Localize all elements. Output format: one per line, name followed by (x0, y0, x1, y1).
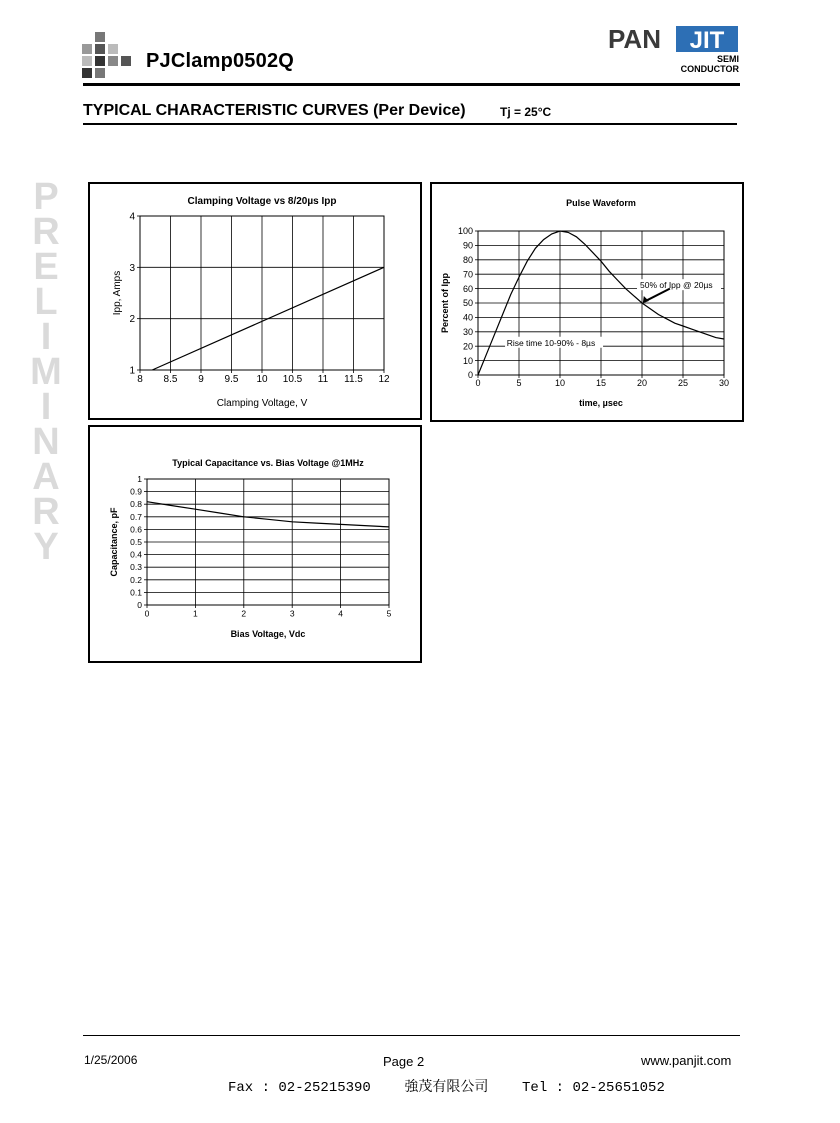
y-tick-label: 0 (467, 370, 473, 381)
x-tick-label: 10 (256, 374, 268, 385)
y-tick-label: 3 (129, 262, 135, 274)
x-tick-label: 4 (338, 608, 343, 619)
watermark-letter: N (32, 421, 60, 463)
y-tick-label: 4 (129, 211, 135, 223)
pulse-waveform-plot (432, 184, 742, 420)
x-tick-label: 10.5 (282, 374, 303, 385)
y-tick-label: 100 (457, 226, 473, 237)
watermark-letter: I (40, 316, 52, 358)
brand-jit-text: JIT (689, 27, 725, 54)
y-tick-label: 50 (462, 298, 473, 309)
chart-title: Clamping Voltage vs 8/20µs Ipp (187, 196, 337, 207)
y-tick-label: 0.6 (130, 524, 142, 535)
x-tick-label: 20 (636, 378, 648, 388)
x-tick-label: 8 (137, 374, 143, 385)
x-tick-label: 8.5 (163, 374, 178, 385)
y-tick-label: 0.4 (130, 549, 142, 560)
x-tick-label: 3 (289, 608, 295, 619)
chart-title: Typical Capacitance vs. Bias Voltage @1MHz (172, 458, 364, 468)
footer-contact: Fax : 02-25215390 強茂有限公司 Tel : 02-25651052 (228, 1080, 665, 1096)
y-axis-label: Ipp, Amps (112, 270, 123, 316)
y-tick-label: 1 (129, 365, 135, 377)
capacitance-chart (88, 425, 422, 663)
chart-title: Pulse Waveform (566, 198, 636, 208)
y-tick-label: 2 (129, 314, 135, 326)
y-axis-label: Percent of Ipp (440, 272, 450, 334)
y-tick-label: 40 (462, 312, 473, 323)
y-tick-label: 30 (462, 326, 473, 337)
y-tick-label: 0.5 (130, 536, 142, 547)
y-tick-label: 0.8 (130, 499, 142, 510)
footer-date: 1/25/2006 (84, 1053, 138, 1067)
x-axis-label: Clamping Voltage, V (216, 398, 308, 409)
x-tick-label: 1 (193, 608, 198, 619)
x-tick-label: 15 (595, 378, 607, 388)
y-tick-label: 10 (462, 355, 473, 366)
annotation-50-percent: 50% of Ipp @ 20µs (640, 280, 713, 291)
series-line (147, 502, 389, 527)
x-tick-label: 0 (475, 378, 481, 388)
x-tick-label: 2 (241, 608, 247, 619)
x-axis-label: time, µsec (579, 398, 623, 408)
x-axis-label: Bias Voltage, Vdc (230, 629, 306, 639)
y-tick-label: 1 (137, 473, 142, 484)
x-tick-label: 10 (554, 378, 566, 388)
brand-semi-text: SEMI (716, 54, 739, 64)
x-tick-label: 25 (677, 378, 689, 388)
x-tick-label: 5 (516, 378, 522, 388)
y-tick-label: 0.1 (130, 587, 142, 598)
watermark-letter: E (33, 246, 59, 288)
footer-page-number: Page 2 (383, 1054, 425, 1069)
watermark-letter: R (32, 211, 60, 253)
preliminary-watermark (26, 176, 66, 568)
y-tick-label: 0 (137, 599, 142, 610)
y-tick-label: 0.7 (130, 511, 142, 522)
y-tick-label: 0.9 (130, 486, 142, 497)
y-tick-label: 0.3 (130, 562, 142, 573)
x-tick-label: 11 (317, 374, 329, 385)
footer-website[interactable]: www.panjit.com (641, 1053, 732, 1068)
x-tick-label: 11.5 (344, 374, 363, 385)
annotation-arrow-shaft (644, 289, 669, 302)
x-tick-label: 0 (144, 608, 150, 619)
section-rule (83, 123, 737, 125)
y-tick-label: 60 (462, 283, 473, 294)
section-title: TYPICAL CHARACTERISTIC CURVES (Per Device) (83, 102, 466, 119)
watermark-letter: R (32, 491, 60, 533)
x-tick-label: 9.5 (224, 374, 239, 385)
watermark-letter: I (40, 386, 52, 428)
x-tick-label: 9 (198, 374, 204, 385)
annotation-rise-time: Rise time 10-90% - 8µs (506, 337, 596, 348)
watermark-letter: P (33, 176, 59, 218)
x-tick-label: 12 (378, 374, 390, 385)
part-number-title: PJClamp0502Q (146, 50, 295, 72)
y-tick-label: 90 (462, 240, 473, 251)
brand-pan-text: PAN (608, 24, 661, 54)
capacitance-plot (90, 427, 420, 661)
clamping-voltage-chart (88, 182, 422, 420)
watermark-letter: Y (33, 526, 59, 568)
pulse-waveform-chart (430, 182, 744, 422)
x-tick-label: 30 (718, 378, 730, 388)
y-tick-label: 70 (462, 269, 473, 280)
footer-rule (83, 1035, 740, 1036)
x-tick-label: 5 (386, 608, 392, 619)
clamping-voltage-plot (90, 184, 420, 418)
y-tick-label: 80 (462, 254, 473, 265)
y-axis-label: Capacitance, pF (109, 507, 119, 577)
logo-squares (82, 32, 134, 78)
header-rule (83, 83, 740, 86)
junction-temperature: Tj = 25°C (500, 105, 552, 119)
y-tick-label: 20 (462, 341, 473, 352)
brand-conductor-text: CONDUCTOR (680, 64, 739, 74)
watermark-letter: L (34, 281, 58, 323)
panjit-logo (608, 24, 742, 74)
watermark-letter: A (32, 456, 60, 498)
y-tick-label: 0.2 (130, 574, 142, 585)
watermark-letter: M (30, 351, 62, 393)
